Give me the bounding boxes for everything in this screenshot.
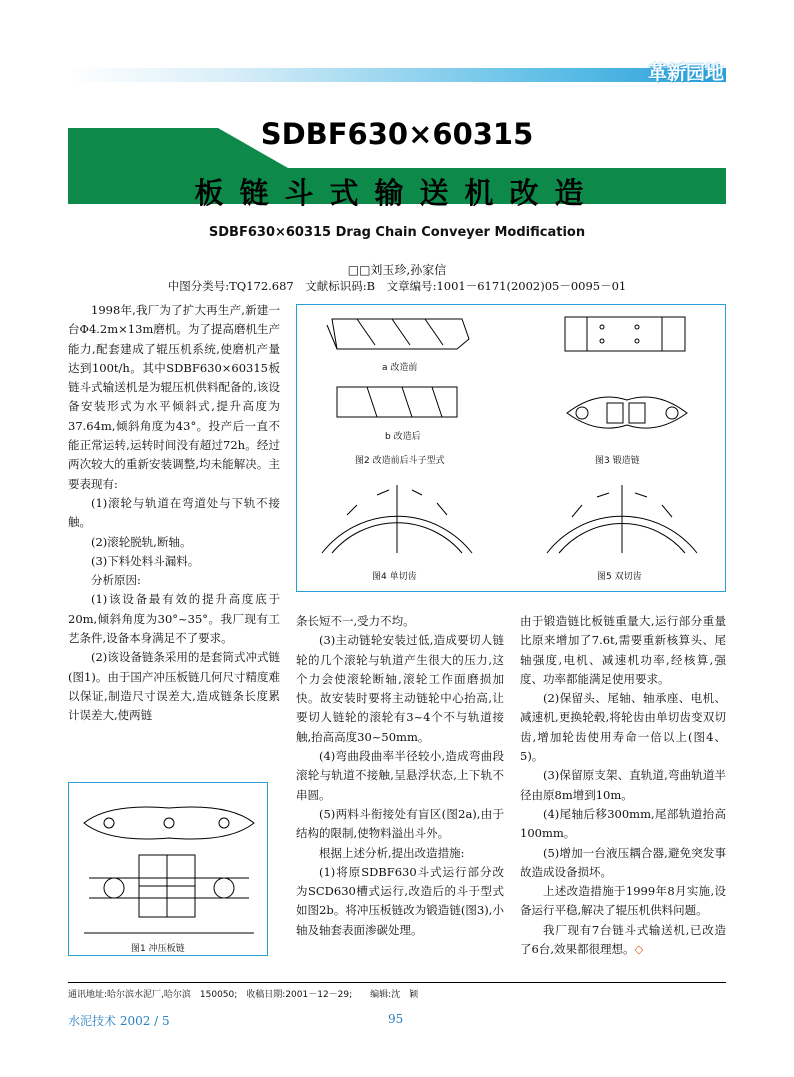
column-2 — [296, 612, 504, 940]
paragraph: (2)保留头、尾轴、轴承座、电机、减速机,更换轮毂,将轮齿由单切齿变双切齿,增加轮齿使用寿命一倍以上(图4、5)。 — [520, 691, 726, 764]
paragraph: (1)该设备最有效的提升高度底于20m,倾斜角度为30°~35°。我厂现有工艺条件,设备本身满足不了要求。 — [68, 592, 280, 646]
paragraph: 条长短不一,受力不均。 — [296, 614, 415, 628]
page-number: 95 — [388, 1012, 404, 1026]
paragraph: (4)尾轴后移300mm,尾部轨道抬高100mm。 — [520, 806, 726, 841]
fig2-caption: 图2 改造前后斗子型式 — [355, 456, 445, 466]
paragraph — [520, 921, 726, 960]
footnote-rule — [68, 982, 726, 983]
authors: □□刘玉珍,孙家信 — [347, 263, 447, 277]
fig4-caption: 图4 单切齿 — [372, 572, 417, 582]
paragraph: (1)将原SDBF630斗式运行部分改为SCD630槽式运行,改造后的斗于型式如图2b。将冲压板链改为锻造链(图3),小轴及轴套表面渗碳处理。 — [296, 864, 504, 937]
fig1-drawing — [69, 783, 269, 957]
paragraph: 由于锻造链比板链重量大,运行部分重量比原来增加了7.6t,需要重新核算头、尾轴强度,电机、减速机功率,经核算,强度、功率都能满足使用要求。 — [520, 614, 726, 686]
paragraph: 1998年,我厂为了扩大再生产,新建一台Φ4.2m×13m磨机。为了提高磨机生产能力,配套建成了辊压机系统,使磨机产量达到100t/h。其中SDBF630×60315板链斗式输送机是为辊压机供料配备的,该设备安装形式为水平倾斜式,提升高度为37.64m,倾斜角度为43°。投产后一直不能正常运转,运转时间没有超过72h。经过两次较大的重新安装调整,均未能解决。主要表现有: — [68, 303, 280, 491]
footnote: 通讯地址:哈尔滨水泥厂,哈尔滨 150050; 收稿日期:2001－12－29; 编辑:沈 颖 — [68, 990, 419, 1000]
header-gradient-bar — [68, 68, 726, 82]
fig3-caption: 图3 锻造链 — [595, 456, 640, 466]
paragraph: (1)滚轮与轨道在弯道处与下轨不接触。 — [68, 495, 280, 530]
paragraph: (5)增加一台液压耦合器,避免突发事故造成设备损坏。 — [520, 845, 726, 879]
section-tag: 革新园地 — [647, 62, 724, 84]
title-main: SDBF630×60315 — [260, 117, 534, 151]
paragraph: (3)主动链轮安装过低,造成要切人链轮的几个滚轮与轨道产生很大的压力,这个力会使滚轮断轴,滚轮工作面磨损加快。故安装时要将主动链轮中心抬高,让要切人链轮的滚轮有3~4个不与轨道接触,抬高高度30~50mm。 — [296, 633, 504, 744]
paragraph: 分析原因: — [91, 573, 141, 588]
title-chinese: 板链斗式输送机改造 — [194, 176, 600, 210]
fig1-caption: 图1 冲压板链 — [131, 944, 185, 954]
column-1 — [68, 301, 280, 726]
journal-name: 水泥技术 2002 / 5 — [68, 1014, 170, 1028]
figure-1 — [68, 782, 268, 956]
fig2b-caption: b 改造后 — [385, 432, 421, 442]
paragraph: (2)滚轮脱轨,断轴。 — [91, 534, 192, 549]
classification-line: 中图分类号:TQ172.687 文献标识码:B 文章编号:1001－6171(2002)05－0095－01 — [167, 279, 627, 293]
title-english: SDBF630×60315 Drag Chain Conveyer Modification — [208, 225, 586, 240]
fig2a-caption: a 改造前 — [382, 363, 418, 373]
paragraph: (5)两料斗衔接处有盲区(图2a),由于结构的限制,使物料溢出斗外。 — [296, 806, 504, 841]
closing-text: 我厂现有7台链斗式输送机,已改造了6台,效果都很理想。 — [520, 922, 726, 957]
paragraph: 上述改造措施于1999年8月实施,设备运行平稳,解决了辊压机供料问题。 — [520, 884, 726, 918]
end-mark-icon: ◇ — [634, 942, 644, 957]
paragraph: (2)该设备链条采用的是套筒式冲式链(图1)。由于国产冲压板链几何尺寸精度难以保证,制造尺寸误差大,造成链条长度累计误差大,使两链 — [68, 650, 280, 723]
paragraph: 根据上述分析,提出改造措施: — [319, 845, 465, 860]
column-3 — [520, 612, 726, 959]
paragraph: (3)保留原支架、直轨道,弯曲轨道半径由原8m增到10m。 — [520, 768, 726, 802]
figures-drawing — [297, 305, 727, 593]
figures-2-to-5 — [296, 304, 726, 592]
paragraph: (4)弯曲段曲率半径较小,造成弯曲段滚轮与轨道不接触,呈悬浮状态,上下轨不串圆。 — [296, 749, 504, 802]
fig5-caption: 图5 双切齿 — [597, 572, 642, 582]
paragraph: (3)下料处料斗漏料。 — [91, 553, 200, 568]
